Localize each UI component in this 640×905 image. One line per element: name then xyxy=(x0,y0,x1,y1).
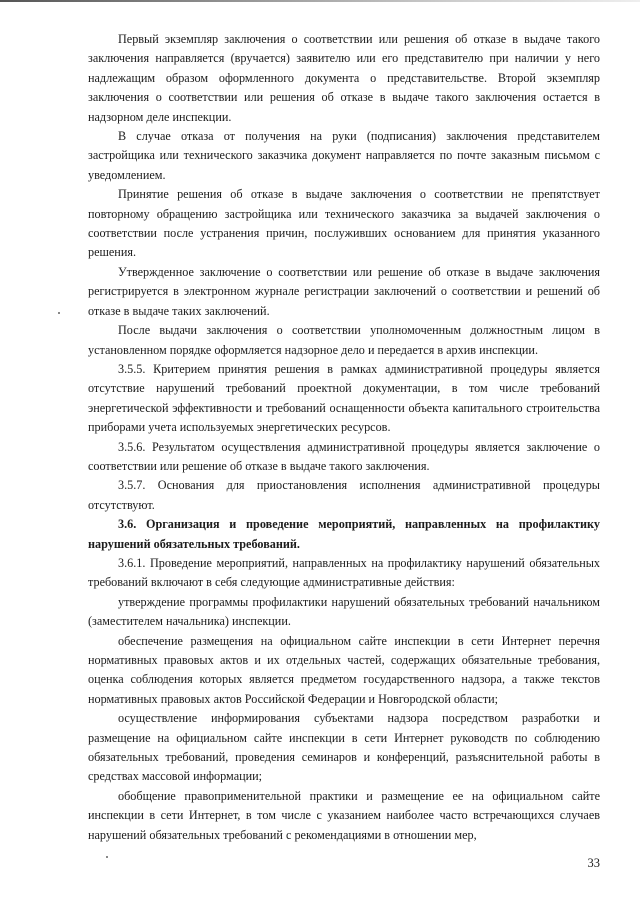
paragraph: 3.5.6. Результатом осуществления административной процедуры является заключение о соответствии или решение об отказе в выдаче такого заключения. xyxy=(88,439,600,473)
paragraph: 3.5.7. Основания для приостановления исполнения административной процедуры отсутствуют. xyxy=(88,478,600,512)
paragraph: осуществление информирования субъектами надзора посредством разработки и размещение на официальном сайте инспекции в сети Интернет руководств по соблюдению обязательных требований, проведения семинаров и конференций, разъяснительной работы в средствах массовой информации; xyxy=(88,711,600,784)
page-number: 33 xyxy=(587,856,600,870)
paragraph: Утвержденное заключение о соответствии или решение об отказе в выдаче заключения регистрируется в электронном журнале регистрации заключений о соответствии и решений об отказе в выдаче таких заключений. xyxy=(88,264,600,318)
paragraph: После выдачи заключения о соответствии уполномоченным должностным лицом в установленном порядке оформляется надзорное дело и передается в архив инспекции. xyxy=(88,323,600,357)
document-body xyxy=(88,30,600,845)
paragraph: Первый экземпляр заключения о соответствии или решения об отказе в выдаче такого заключения направляется (вручается) заявителю или его представителю при наличии у него надлежащим образом оформленного документа о представительстве. Второй экземпляр заключения о соответствии или решения об отказе в выдаче такого заключения остается в надзорном деле инспекции. xyxy=(88,32,600,124)
paragraph: утверждение программы профилактики нарушений обязательных требований начальником (заместителем начальника) инспекции. xyxy=(88,594,600,629)
scan-speck xyxy=(58,312,60,314)
paragraph: 3.6.1. Проведение мероприятий, направленных на профилактику нарушений обязательных требований включают в себя следующие административные действия: xyxy=(88,555,600,590)
scan-speck xyxy=(106,856,108,858)
paragraph: 3.5.5. Критерием принятия решения в рамках административной процедуры является отсутствие нарушений требований проектной документации, в том числе требований энергетической эффективности и требований оснащенности объекта капитального строительства приборами учета используемых энергетических ресурсов. xyxy=(88,361,600,435)
scan-edge-artifact xyxy=(0,0,640,2)
section-heading: 3.6. Организация и проведение мероприятий, направленных на профилактику нарушений обязательных требований. xyxy=(88,517,600,551)
paragraph: В случае отказа от получения на руки (подписания) заключения представителем застройщика или технического заказчика документ направляется по почте заказным письмом с уведомлением. xyxy=(88,129,600,182)
paragraph: Принятие решения об отказе в выдаче заключения о соответствии не препятствует повторному обращению застройщика или технического заказчика за выдачей заключения о соответствии после устранения причин, послуживших основанием для принятия указанного решения. xyxy=(88,187,600,260)
paragraph: обобщение правоприменительной практики и размещение ее на официальном сайте инспекции в сети Интернет, в том числе с указанием наиболее часто встречающихся случаев нарушений обязательных требований с рекомендациями в отношении мер, xyxy=(88,788,600,842)
paragraph: обеспечение размещения на официальном сайте инспекции в сети Интернет перечня нормативных правовых актов и их отдельных частей, содержащих обязательные требования, оценка соблюдения которых является предметом государственного надзора, а также текстов нормативных правовых актов Российской Федерации и Новгородской области; xyxy=(88,633,600,706)
